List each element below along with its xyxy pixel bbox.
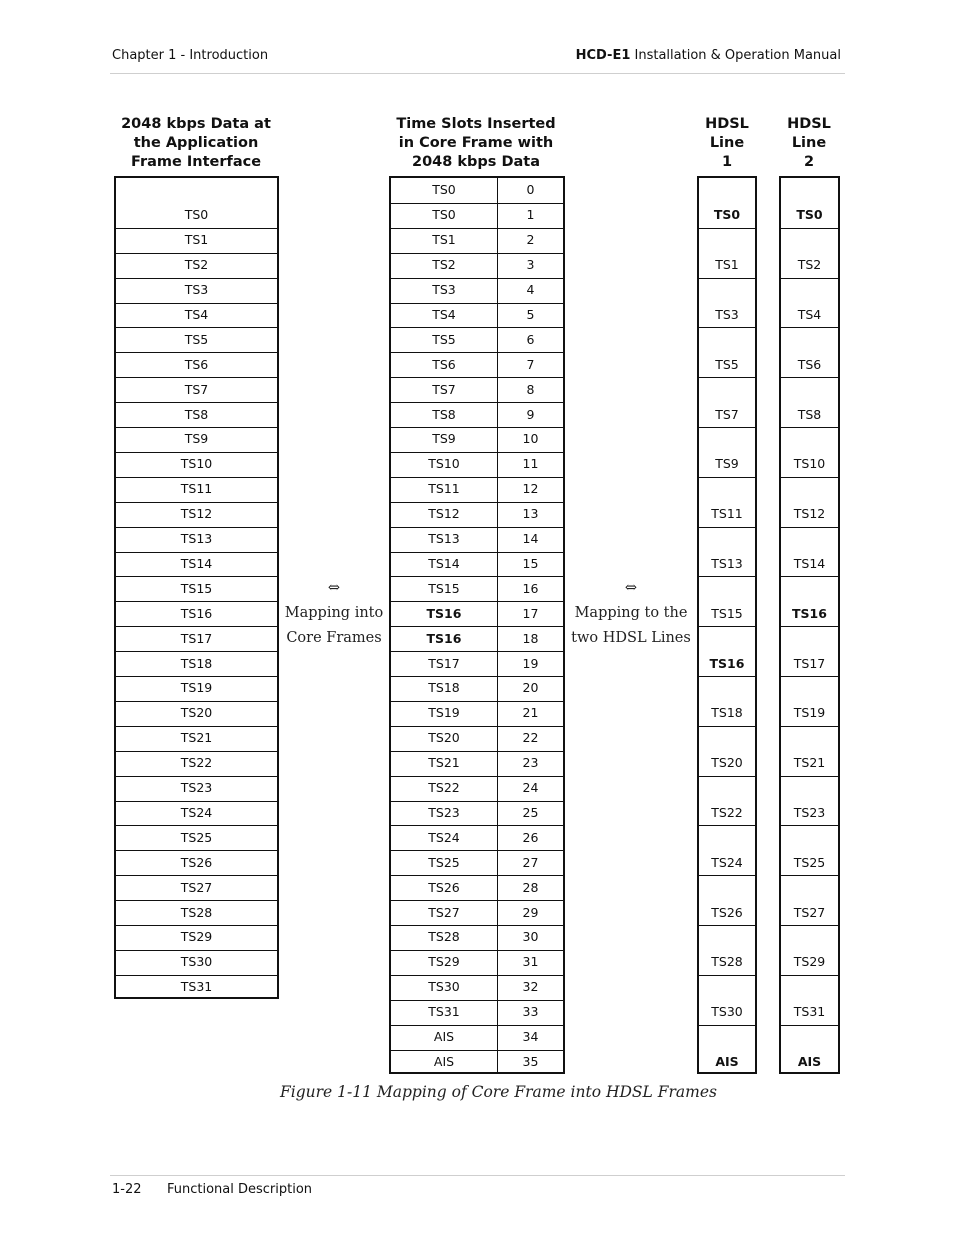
row-divider — [391, 427, 563, 428]
core-slot-label: TS1 — [432, 232, 456, 248]
app-slot-label: TS12 — [180, 506, 213, 522]
row-divider — [781, 626, 838, 627]
hdsl-slot-label: TS17 — [793, 655, 826, 671]
hdsl1-column-heading — [696, 115, 758, 172]
core-slot-number: 20 — [522, 680, 539, 696]
core-slot-label: AIS — [433, 1029, 455, 1045]
row-divider — [116, 303, 277, 304]
hdsl-slot-label: TS31 — [793, 1004, 826, 1020]
hdsl-slot-label: TS26 — [711, 904, 743, 920]
app-slot-label: TS4 — [184, 306, 209, 322]
mapping-hdsl-line1: Mapping to the — [574, 605, 688, 621]
row-divider — [391, 900, 563, 901]
core-slot-label: TS10 — [428, 456, 460, 472]
row-divider — [699, 975, 755, 976]
row-divider — [116, 825, 277, 826]
row-divider — [391, 576, 563, 577]
core-slot-number: 28 — [522, 879, 539, 895]
row-divider — [391, 726, 563, 727]
core-slot-number: 31 — [522, 954, 539, 970]
mapping-into-core-label — [284, 576, 384, 651]
core-slot-label: TS2 — [432, 257, 456, 273]
application-frame-table — [114, 176, 279, 999]
hdsl-slot-label: TS8 — [797, 406, 822, 422]
row-divider — [781, 726, 838, 727]
core-slot-label: TS4 — [432, 306, 456, 322]
row-divider — [391, 203, 563, 204]
row-divider — [781, 776, 838, 777]
hdsl-slot-label: AIS — [797, 1053, 822, 1069]
core-slot-number: 10 — [522, 431, 539, 447]
row-divider — [781, 1025, 838, 1026]
row-divider — [391, 228, 563, 229]
row-divider — [116, 601, 277, 602]
hdsl-slot-label: TS12 — [793, 506, 826, 522]
row-divider — [391, 352, 563, 353]
app-slot-label: TS1 — [184, 232, 209, 248]
row-divider — [699, 327, 755, 328]
row-divider — [116, 801, 277, 802]
core-slot-label: TS12 — [428, 506, 460, 522]
core-slot-label: TS23 — [428, 804, 460, 820]
app-slot-label: TS19 — [180, 680, 213, 696]
row-divider — [391, 925, 563, 926]
core-slot-label: TS0 — [432, 207, 456, 223]
row-divider — [116, 228, 277, 229]
footer-rule — [110, 1175, 845, 1176]
hdsl2-column-heading-text: HDSL Line 2 — [787, 116, 831, 170]
core-slot-label: TS14 — [428, 555, 460, 571]
mapping-to-hdsl-label — [571, 576, 691, 651]
hdsl-slot-label: TS29 — [793, 954, 826, 970]
row-divider — [116, 352, 277, 353]
double-arrow-icon: ⇔ — [624, 580, 638, 596]
hdsl-slot-label: AIS — [715, 1053, 739, 1069]
hdsl-slot-label: TS6 — [797, 356, 822, 372]
core-slot-number: 0 — [526, 182, 535, 198]
running-header-chapter: Chapter 1 - Introduction — [112, 48, 269, 63]
core-slot-number: 22 — [522, 730, 539, 746]
hdsl-slot-label: TS7 — [715, 406, 739, 422]
core-slot-label: TS24 — [428, 829, 460, 845]
hdsl-slot-label: TS2 — [797, 257, 822, 273]
core-slot-number: 27 — [522, 854, 539, 870]
row-divider — [116, 427, 277, 428]
app-slot-label: TS10 — [180, 456, 213, 472]
core-slot-number: 33 — [522, 1004, 539, 1020]
core-slot-label: AIS — [433, 1053, 455, 1069]
app-slot-label: TS23 — [180, 780, 213, 796]
row-divider — [391, 751, 563, 752]
app-slot-label: TS5 — [184, 331, 209, 347]
core-slot-number: 24 — [522, 780, 539, 796]
hdsl2-column-heading — [778, 115, 840, 172]
app-slot-label: TS30 — [180, 954, 213, 970]
core-slot-label: TS17 — [428, 655, 460, 671]
app-slot-label: TS20 — [180, 705, 213, 721]
hdsl-slot-label: TS16 — [792, 605, 827, 621]
core-slot-number: 6 — [526, 331, 535, 347]
manual-product-name: HCD-E1 — [575, 48, 631, 63]
row-divider — [781, 427, 838, 428]
row-divider — [699, 377, 755, 378]
row-divider — [781, 278, 838, 279]
header-rule — [110, 73, 845, 74]
row-divider — [391, 676, 563, 677]
core-slot-number: 19 — [522, 655, 539, 671]
row-divider — [391, 601, 563, 602]
row-divider — [781, 327, 838, 328]
hdsl-slot-label: TS10 — [793, 456, 826, 472]
row-divider — [116, 925, 277, 926]
row-divider — [391, 825, 563, 826]
app-slot-label: TS21 — [180, 730, 213, 746]
core-slot-number: 12 — [522, 481, 539, 497]
core-slot-label: TS18 — [428, 680, 460, 696]
row-divider — [391, 327, 563, 328]
row-divider — [116, 626, 277, 627]
app-slot-label: TS27 — [180, 879, 213, 895]
row-divider — [391, 477, 563, 478]
row-divider — [391, 801, 563, 802]
core-slot-label: TS3 — [432, 282, 456, 298]
hdsl-slot-label: TS24 — [711, 854, 743, 870]
core-slot-number: 25 — [522, 804, 539, 820]
hdsl-slot-label: TS3 — [715, 306, 739, 322]
hdsl-slot-label: TS23 — [793, 804, 826, 820]
row-divider — [699, 527, 755, 528]
core-slot-label: TS7 — [432, 381, 456, 397]
hdsl-slot-label: TS21 — [793, 755, 826, 771]
hdsl-slot-label: TS5 — [715, 356, 739, 372]
core-slot-label: TS19 — [428, 705, 460, 721]
app-slot-label: TS29 — [180, 929, 213, 945]
hdsl-slot-label: TS14 — [793, 555, 826, 571]
core-column-heading-text: Time Slots Inserted in Core Frame with 2048 kbps Data — [396, 116, 556, 170]
app-slot-label: TS3 — [184, 282, 209, 298]
mapping-core-line1: Mapping into — [284, 605, 384, 621]
core-slot-number: 32 — [522, 979, 539, 995]
hdsl-slot-label: TS0 — [713, 207, 741, 223]
hdsl-slot-label: TS1 — [715, 257, 739, 273]
hdsl-slot-label: TS16 — [709, 655, 745, 671]
core-slot-label: TS16 — [426, 605, 462, 621]
row-divider — [781, 676, 838, 677]
core-slot-number: 8 — [526, 381, 535, 397]
core-slot-number: 2 — [526, 232, 535, 248]
core-slot-label: TS30 — [428, 979, 460, 995]
core-slot-number: 1 — [526, 207, 535, 223]
core-slot-number: 26 — [522, 829, 539, 845]
app-slot-label: TS31 — [180, 979, 213, 995]
row-divider — [699, 1025, 755, 1026]
core-slot-label: TS20 — [428, 730, 460, 746]
row-divider — [116, 527, 277, 528]
hdsl-slot-label: TS13 — [711, 555, 743, 571]
core-slot-number: 3 — [526, 257, 535, 273]
row-divider — [699, 726, 755, 727]
core-slot-label: TS26 — [428, 879, 460, 895]
core-slot-number: 29 — [522, 904, 539, 920]
row-divider — [699, 776, 755, 777]
app-slot-label: TS15 — [180, 580, 213, 596]
row-divider — [116, 776, 277, 777]
mapping-hdsl-line2: two HDSL Lines — [571, 630, 691, 646]
row-divider — [391, 377, 563, 378]
row-divider — [116, 850, 277, 851]
hdsl-slot-label: TS27 — [793, 904, 826, 920]
app-column-heading-text: 2048 kbps Data at the Application Frame Interface — [121, 116, 271, 170]
row-divider — [391, 850, 563, 851]
core-slot-number: 7 — [526, 356, 535, 372]
hdsl1-column-heading-text: HDSL Line 1 — [705, 116, 749, 170]
row-divider — [781, 576, 838, 577]
app-slot-label: TS6 — [184, 356, 209, 372]
row-divider — [781, 975, 838, 976]
row-divider — [699, 626, 755, 627]
core-slot-number: 11 — [522, 456, 539, 472]
row-divider — [699, 825, 755, 826]
row-divider — [391, 950, 563, 951]
row-divider — [391, 402, 563, 403]
app-slot-label: TS2 — [184, 257, 209, 273]
app-slot-label: TS17 — [180, 630, 213, 646]
row-divider — [116, 278, 277, 279]
row-divider — [116, 502, 277, 503]
core-slot-label: TS29 — [428, 954, 460, 970]
core-slot-number: 18 — [522, 630, 539, 646]
row-divider — [699, 477, 755, 478]
core-slot-number: 14 — [522, 531, 539, 547]
core-frame-table — [389, 176, 565, 1074]
app-slot-label: TS22 — [180, 755, 213, 771]
core-slot-label: TS15 — [428, 580, 460, 596]
app-slot-label: TS13 — [180, 531, 213, 547]
row-divider — [391, 1050, 563, 1051]
manual-title: Installation & Operation Manual — [630, 48, 841, 63]
hdsl-line2-table — [779, 176, 840, 1074]
core-slot-number: 5 — [526, 306, 535, 322]
core-slot-label: TS6 — [432, 356, 456, 372]
core-slot-label: TS0 — [432, 182, 456, 198]
app-slot-label: TS26 — [180, 854, 213, 870]
core-slot-label: TS5 — [432, 331, 456, 347]
core-slot-label: TS21 — [428, 755, 460, 771]
figure-caption: Figure 1-11 Mapping of Core Frame into HDSL Frames — [280, 1083, 717, 1101]
mapping-core-line2: Core Frames — [286, 630, 382, 646]
hdsl-slot-label: TS19 — [793, 705, 826, 721]
hdsl-slot-label: TS20 — [711, 755, 743, 771]
core-slot-label: TS25 — [428, 854, 460, 870]
row-divider — [391, 278, 563, 279]
hdsl-slot-label: TS0 — [796, 207, 823, 223]
hdsl-slot-label: TS30 — [711, 1004, 743, 1020]
core-slot-label: TS11 — [428, 481, 460, 497]
core-slot-label: TS13 — [428, 531, 460, 547]
core-slot-number: 23 — [522, 755, 539, 771]
footer-section: Functional Description — [167, 1182, 313, 1197]
row-divider — [699, 228, 755, 229]
core-slot-label: TS31 — [428, 1004, 460, 1020]
hdsl-line1-table — [697, 176, 757, 1074]
row-divider — [699, 427, 755, 428]
row-divider — [781, 477, 838, 478]
row-divider — [391, 303, 563, 304]
row-divider — [781, 875, 838, 876]
row-divider — [699, 925, 755, 926]
row-divider — [116, 900, 277, 901]
core-slot-number: 21 — [522, 705, 539, 721]
page-number: 1-22 — [112, 1182, 142, 1197]
row-divider — [781, 377, 838, 378]
app-column-heading — [112, 115, 280, 172]
row-divider — [391, 452, 563, 453]
app-slot-label: TS7 — [184, 381, 209, 397]
core-slot-label: TS16 — [426, 630, 462, 646]
row-divider — [391, 651, 563, 652]
row-divider — [116, 327, 277, 328]
row-divider — [391, 975, 563, 976]
row-divider — [781, 527, 838, 528]
core-slot-number: 30 — [522, 929, 539, 945]
row-divider — [391, 253, 563, 254]
row-divider — [116, 576, 277, 577]
row-divider — [116, 950, 277, 951]
row-divider — [116, 377, 277, 378]
row-divider — [699, 278, 755, 279]
core-column-heading — [380, 115, 572, 172]
core-slot-number: 35 — [522, 1053, 539, 1069]
app-slot-label: TS18 — [180, 655, 213, 671]
hdsl-slot-label: TS4 — [797, 306, 822, 322]
app-slot-label: TS28 — [180, 904, 213, 920]
app-slot-label: TS16 — [180, 605, 213, 621]
row-divider — [391, 875, 563, 876]
core-slot-number: 16 — [522, 580, 539, 596]
row-divider — [391, 776, 563, 777]
row-divider — [116, 975, 277, 976]
core-slot-label: TS27 — [428, 904, 460, 920]
core-slot-number: 4 — [526, 282, 535, 298]
row-divider — [391, 701, 563, 702]
app-slot-label: TS9 — [184, 431, 209, 447]
row-divider — [116, 402, 277, 403]
row-divider — [116, 875, 277, 876]
row-divider — [116, 477, 277, 478]
core-slot-number: 34 — [522, 1029, 539, 1045]
row-divider — [391, 626, 563, 627]
hdsl-slot-label: TS22 — [711, 804, 743, 820]
row-divider — [116, 651, 277, 652]
row-divider — [391, 527, 563, 528]
row-divider — [391, 502, 563, 503]
core-slot-number: 13 — [522, 506, 539, 522]
hdsl-slot-label: TS9 — [715, 456, 739, 472]
row-divider — [116, 676, 277, 677]
row-divider — [391, 1025, 563, 1026]
app-slot-label: TS0 — [184, 207, 209, 223]
core-slot-label: TS9 — [432, 431, 456, 447]
app-slot-label: TS14 — [180, 555, 213, 571]
row-divider — [116, 552, 277, 553]
core-slot-number: 9 — [526, 406, 535, 422]
row-divider — [391, 1000, 563, 1001]
app-slot-label: TS24 — [180, 804, 213, 820]
hdsl-slot-label: TS18 — [711, 705, 743, 721]
hdsl-slot-label: TS15 — [711, 605, 743, 621]
hdsl-slot-label: TS25 — [793, 854, 826, 870]
row-divider — [699, 875, 755, 876]
row-divider — [699, 676, 755, 677]
core-slot-label: TS28 — [428, 929, 460, 945]
row-divider — [116, 751, 277, 752]
row-divider — [116, 452, 277, 453]
double-arrow-icon: ⇔ — [327, 580, 341, 596]
app-slot-label: TS8 — [184, 406, 209, 422]
app-slot-label: TS11 — [180, 481, 213, 497]
row-divider — [781, 228, 838, 229]
row-divider — [391, 552, 563, 553]
core-slot-number: 15 — [522, 555, 539, 571]
row-divider — [781, 825, 838, 826]
row-divider — [116, 253, 277, 254]
row-divider — [781, 925, 838, 926]
row-divider — [699, 576, 755, 577]
core-slot-number: 17 — [522, 605, 539, 621]
hdsl-slot-label: TS11 — [711, 506, 743, 522]
app-slot-label: TS25 — [180, 829, 213, 845]
running-header-manual — [576, 48, 841, 63]
row-divider — [116, 726, 277, 727]
row-divider — [116, 701, 277, 702]
core-slot-label: TS22 — [428, 780, 460, 796]
core-slot-label: TS8 — [432, 406, 456, 422]
hdsl-slot-label: TS28 — [711, 954, 743, 970]
